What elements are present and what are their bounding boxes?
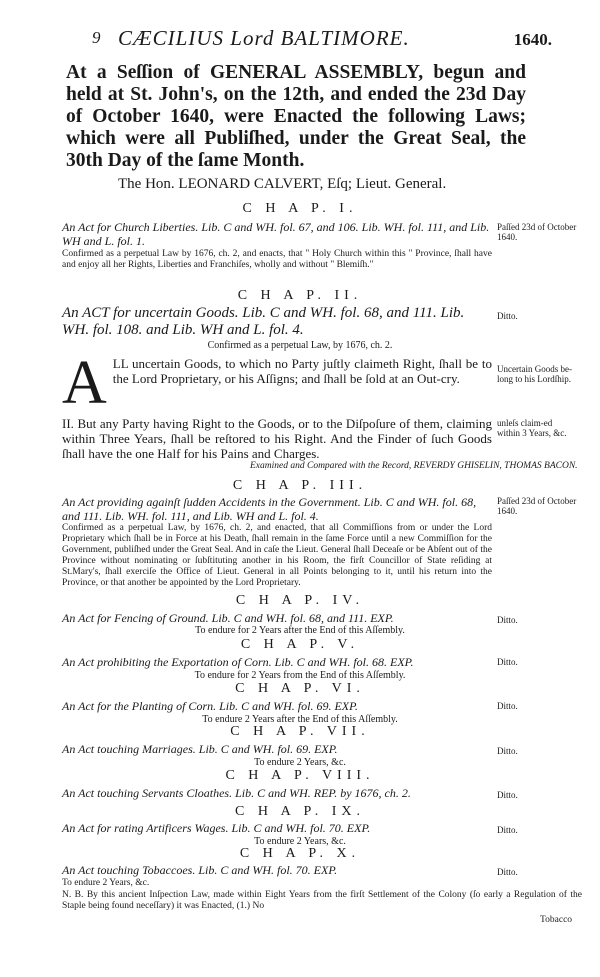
chapter-6-sub: To endure 2 Years after the End of this Aſſembly. [202,714,398,725]
page-number: 9 [92,28,101,47]
chapter-4-margin: Ditto. [497,615,518,625]
chapter-8-margin: Ditto. [497,790,518,800]
chapter-2-heading: C H A P. II. [237,288,363,303]
chapter-9-title: An Act for rating Artificers Wages. Lib. C and WH. fol. 70. EXP. [62,821,371,835]
chapter-2-body-2: II. But any Party having Right to the Goods, or to the Diſpoſure of them, claiming within Three Years, ſhall be reſtored to his Right. And the Finder of ſuch Goods ſhall have the one Half for his Pains and Charges. [62,416,492,461]
chapter-9-heading: C H A P. IX. [234,804,366,819]
chapter-2-body-margin: Uncertain Goods be-long to his Lordſhip. [497,364,572,384]
chapter-6-margin: Ditto. [497,701,518,711]
chapter-1-heading: C H A P. I. [242,201,358,216]
chapter-2-body2-margin: unleſs claim-ed within 3 Years, &c. [497,418,567,438]
chapter-2-title: An ACT for uncertain Goods. Lib. C and WH. fol. 68, and 111. Lib. WH. fol. 108. and Lib. WH and L. fol. 4. [62,305,465,338]
examined-note: Examined and Compared with the Record, REVERDY GHISELIN, THOMAS BACON. [250,461,578,471]
chapter-6-heading: C H A P. VI. [235,681,365,696]
chapter-10-title: An Act touching Tobaccoes. Lib. C and WH. fol. 70. EXP. [62,863,338,877]
chapter-10-heading: C H A P. X. [239,846,361,861]
chapter-8-title: An Act touching Servants Cloathes. Lib. C and WH. REP. by 1676, ch. 2. [62,786,411,800]
running-header [0,26,600,52]
chapter-9-sub: To endure 2 Years, &c. [254,836,346,847]
page-year: 1640. [513,30,552,49]
chapter-7-margin: Ditto. [497,746,518,756]
chapter-3-margin: Paſſed 23d of October 1640. [497,496,577,516]
chapter-4-heading: C H A P. IV. [235,593,365,608]
chapter-3-note: Confirmed as a perpetual Law, by 1676, ch. 2, and enacted, that all Commiſſions from or under the Lord Proprietary which ſhall be in Force at his Death, ſhall remain in the ſame Force until a new Commiſſion for the Government, publiſhed under the Great Seal. And in caſe the Lieut. General ſhall Deceaſe or be Abſent out of the Province without nominating or ſubſtituting another in his Room, the firſt Councillor of State reſiding at St.Mary's, ſhall exerciſe the Office of Lieut. General in all Points belonging to it, until his return into the Province, or that another be appointed by the Lord Proprietary. [62,523,492,588]
chapter-8-heading: C H A P. VIII. [225,768,375,783]
chapter-4-sub: To endure for 2 Years after the End of this Aſſembly. [195,625,405,636]
catchword: Tobacco [540,915,573,925]
chapter-2-note: Confirmed as a perpetual Law, by 1676, ch. 2. [207,340,393,351]
officer-line: The Hon. LEONARD CALVERT, Eſq; Lieut. General. [118,176,447,192]
chapter-6-title: An Act for the Planting of Corn. Lib. C and WH. fol. 69. EXP. [62,699,358,713]
chapter-10-sub: To endure 2 Years, &c. [62,878,150,888]
chapter-3-title: An Act providing againſt ſudden Accidents in the Government. Lib. C and WH. fol. 68, and 111. Lib. WH. fol. 111, and Lib. WH and L. fol. 4. [62,495,477,523]
chapter-5-margin: Ditto. [497,657,518,667]
chapter-4-title: An Act for Fencing of Ground. Lib. C and WH. fol. 68, and 111. EXP. [62,611,394,625]
chapter-3-heading: C H A P. III. [232,478,368,493]
chapter-2-body-text: LL uncertain Goods, to which no Party juſtly claimeth Right, ſhall be to the Lord Proprietary, or his Aſſigns; and ſhall be ſold at an Out-cry. [112,356,492,386]
chapter-1-title: An Act for Church Liberties. Lib. C and WH. fol. 67, and 106. Lib. WH. fol. 111, and Lib. WH and L. fol. 1. [62,220,490,248]
chapter-9-margin: Ditto. [497,825,518,835]
chapter-2-margin: Ditto. [497,311,518,321]
chapter-1-note: Confirmed as a perpetual Law by 1676, ch. 2, and enacts, that " Holy Church within this " Province, ſhall have and enjoy all her Rights, Liberties and Franchiſes, wholly and without " Blemiſh." [62,249,492,270]
drop-cap: A [62,349,107,417]
chapter-7-title: An Act touching Marriages. Lib. C and WH. fol. 69. EXP. [62,742,338,756]
running-title: CÆCILIUS Lord BALTIMORE. [118,26,410,50]
chapter-5-sub: To endure for 2 Years from the End of this Aſſembly. [194,670,406,681]
chapter-5-heading: C H A P. V. [240,637,360,652]
footnote: N. B. By this ancient Inſpection Law, made within Eight Years from the firſt Settlement of the Colony (ſo early a Regulation of the Staple being found neceſſary) it was Enacted, (1.) No [62,890,582,911]
chapter-2-body [62,349,492,417]
chapter-1-margin: Paſſed 23d of October 1640. [497,222,577,242]
chapter-7-sub: To endure 2 Years, &c. [254,757,346,768]
chapter-10-margin: Ditto. [497,867,518,877]
session-heading: At a Seſſion of GENERAL ASSEMBLY, begun and held at St. John's, on the 12th, and ended the 23d Day of October 1640, were Enacted the following Laws; which were all Publiſhed, under the Great Seal, the 30th Day of the ſame Month. [66,62,526,171]
chapter-7-heading: C H A P. VII. [230,724,370,739]
chapter-5-title: An Act prohibiting the Exportation of Corn. Lib. C and WH. fol. 68. EXP. [62,655,414,669]
